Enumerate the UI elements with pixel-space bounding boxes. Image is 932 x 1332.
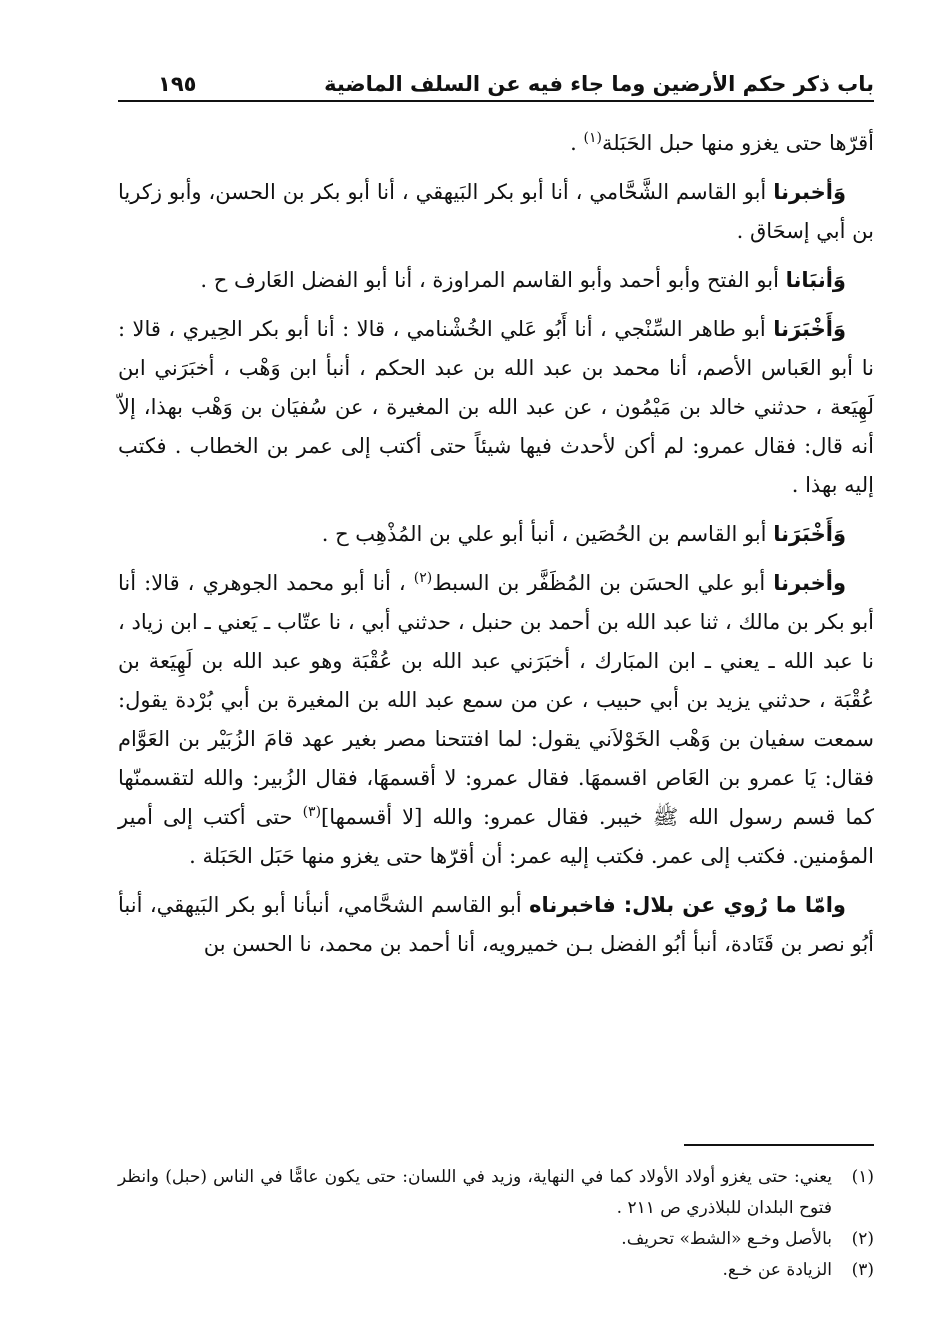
paragraph-tail: ، أنا أبو محمد الجوهري ، قالا: أنا أبو بكر بن مالك ، ثنا عبد الله بن أحمد بن حنبل ، حدثني أبي ، نا عتّاب ـ يَعني ـ ابن زياد ، نا عبد الله ـ يعني ـ ابن المبَارك ، أخبَرَني عبد الله بن عُقْبَة وهو عبد الله بن لَهِيَعة بن عُقْبَة ، حدثني يزيد بن أبي حبيب ، عن من سمع عبد الله بن المغيرة بن أبي بُرْدة يقول: سمعت سفيان بن وَهْب الخَوْلاَني يقول: لما افتتحنا مصر بغير عهد قامَ الزُبَيْر بن العَوَّام فقال: يَا عمرو بن العَاص اقسمهَا. فقال عمرو: لا أقسمهَا، فقال الزُبير: والله لتقسمنّها كما قسم رسول الله ﷺ خيبر. فقال عمرو: والله [لا أقسمها]	[118, 571, 874, 829]
paragraph-1	[118, 124, 874, 163]
running-header	[118, 56, 874, 102]
paragraph-lead: وَأخبرنا	[773, 180, 846, 204]
paragraph-tail: .	[570, 131, 584, 155]
footnote-number: (١)	[851, 1167, 874, 1187]
paragraph-text: أبو طاهر السِّنْجي ، أنا أَبُو عَلي الخُشْنامي ، قالا : أنا أبو بكر الحِيري ، قالا : نا أبو العَباس الأصم، أنا محمد بن عبد الله بن عبد الحكم ، أنبأ ابن وَهْب ، أخبَرَني ابن لَهِيَعة ، حدثني خالد بن مَيْمُون ، عن عبد الله بن المغيرة ، عن سُفيَان بن وَهْب بهذا، إلاّ أنه قال: فقال عمرو: لم أكن لأحدث فيها شيئاً حتى أكتب إلى عمر بن الخطاب . فكتب إليه بهذا .	[118, 317, 874, 497]
book-page	[118, 50, 874, 1320]
paragraph-7	[118, 886, 874, 964]
paragraph-text: أبو القاسم الشحَّامي، أنبأنا أبو بكر البَيهقي، أنبأ أبُو نصر بن قَتَادة، أنبأ أبُو الفضل بـن خميرويه، أنا أحمد بن محمد، نا الحسن بن	[118, 893, 874, 956]
paragraph-text: أبو الفتح وأبو أحمد وأبو القاسم المراوزة ، أنا أبو الفضل العَارف ح .	[200, 268, 786, 292]
body-text	[118, 124, 874, 974]
footnote-ref-2: (٢)	[413, 570, 433, 586]
paragraph-text: أبو علي الحسَن بن المُظَفَّر بن السبط	[432, 571, 774, 595]
paragraph-5	[118, 515, 874, 554]
footnote-text: يعني: حتى يغزو أولاد الأولاد كما في النهاية، وزيد في اللسان: حتى يكون عامًّا في الناس (حبل) وانظر فتوح البلدان للبلاذري ص ٢١١ .	[118, 1167, 832, 1218]
paragraph-3	[118, 261, 874, 300]
paragraph-lead: وَأَخْبَرَنا	[773, 317, 846, 341]
footnote-number: (٢)	[851, 1229, 874, 1249]
running-title: باب ذكر حكم الأرضين وما جاء فيه عن السلف الماضية	[324, 72, 874, 96]
footnote-3	[118, 1255, 874, 1286]
paragraph-4	[118, 310, 874, 505]
paragraph-lead: وأخبرنا	[773, 571, 846, 595]
footnote-text: بالأصل وخـع «الشط» تحريف.	[621, 1229, 832, 1249]
paragraph-2	[118, 173, 874, 251]
page-number: ١٩٥	[158, 72, 197, 96]
footnote-ref-3: (٣)	[302, 804, 322, 820]
footnote-1	[118, 1162, 874, 1224]
paragraph-6	[118, 564, 874, 876]
paragraph-lead: وَأَخْبَرَنا	[773, 522, 846, 546]
paragraph-text: حتى أكتب إلى أمير المؤمنين. فكتب إلى عمر. فكتب إليه عمر: أن أقرّها حتى يغزو منها حَبَل الحَبَلة .	[118, 805, 874, 868]
footnote-divider	[684, 1144, 874, 1146]
footnote-ref-1: (١)	[583, 130, 602, 146]
paragraph-text: أبو القاسم الشَّحَّامي ، أنا أبو بكر البَيهقي ، أنا أبو بكر بن الحسن، وأبو زكريا بن أبي إسحَاق .	[118, 180, 874, 243]
paragraph-text: أبو القاسم بن الحُصَين ، أنبأ أبو علي بن المُذْهِب ح .	[321, 522, 774, 546]
paragraph-lead: وامّا ما رُوي عن بلال: فاخبرناه	[529, 893, 846, 917]
footnotes	[118, 1162, 874, 1286]
footnote-number: (٣)	[851, 1260, 874, 1280]
footnote-text: الزيادة عن خـع.	[722, 1260, 832, 1280]
paragraph-lead: وَأنبَانا	[785, 268, 846, 292]
footnote-2	[118, 1224, 874, 1255]
paragraph-text: أقرّها حتى يغزو منها حبل الحَبَلة	[601, 131, 874, 155]
